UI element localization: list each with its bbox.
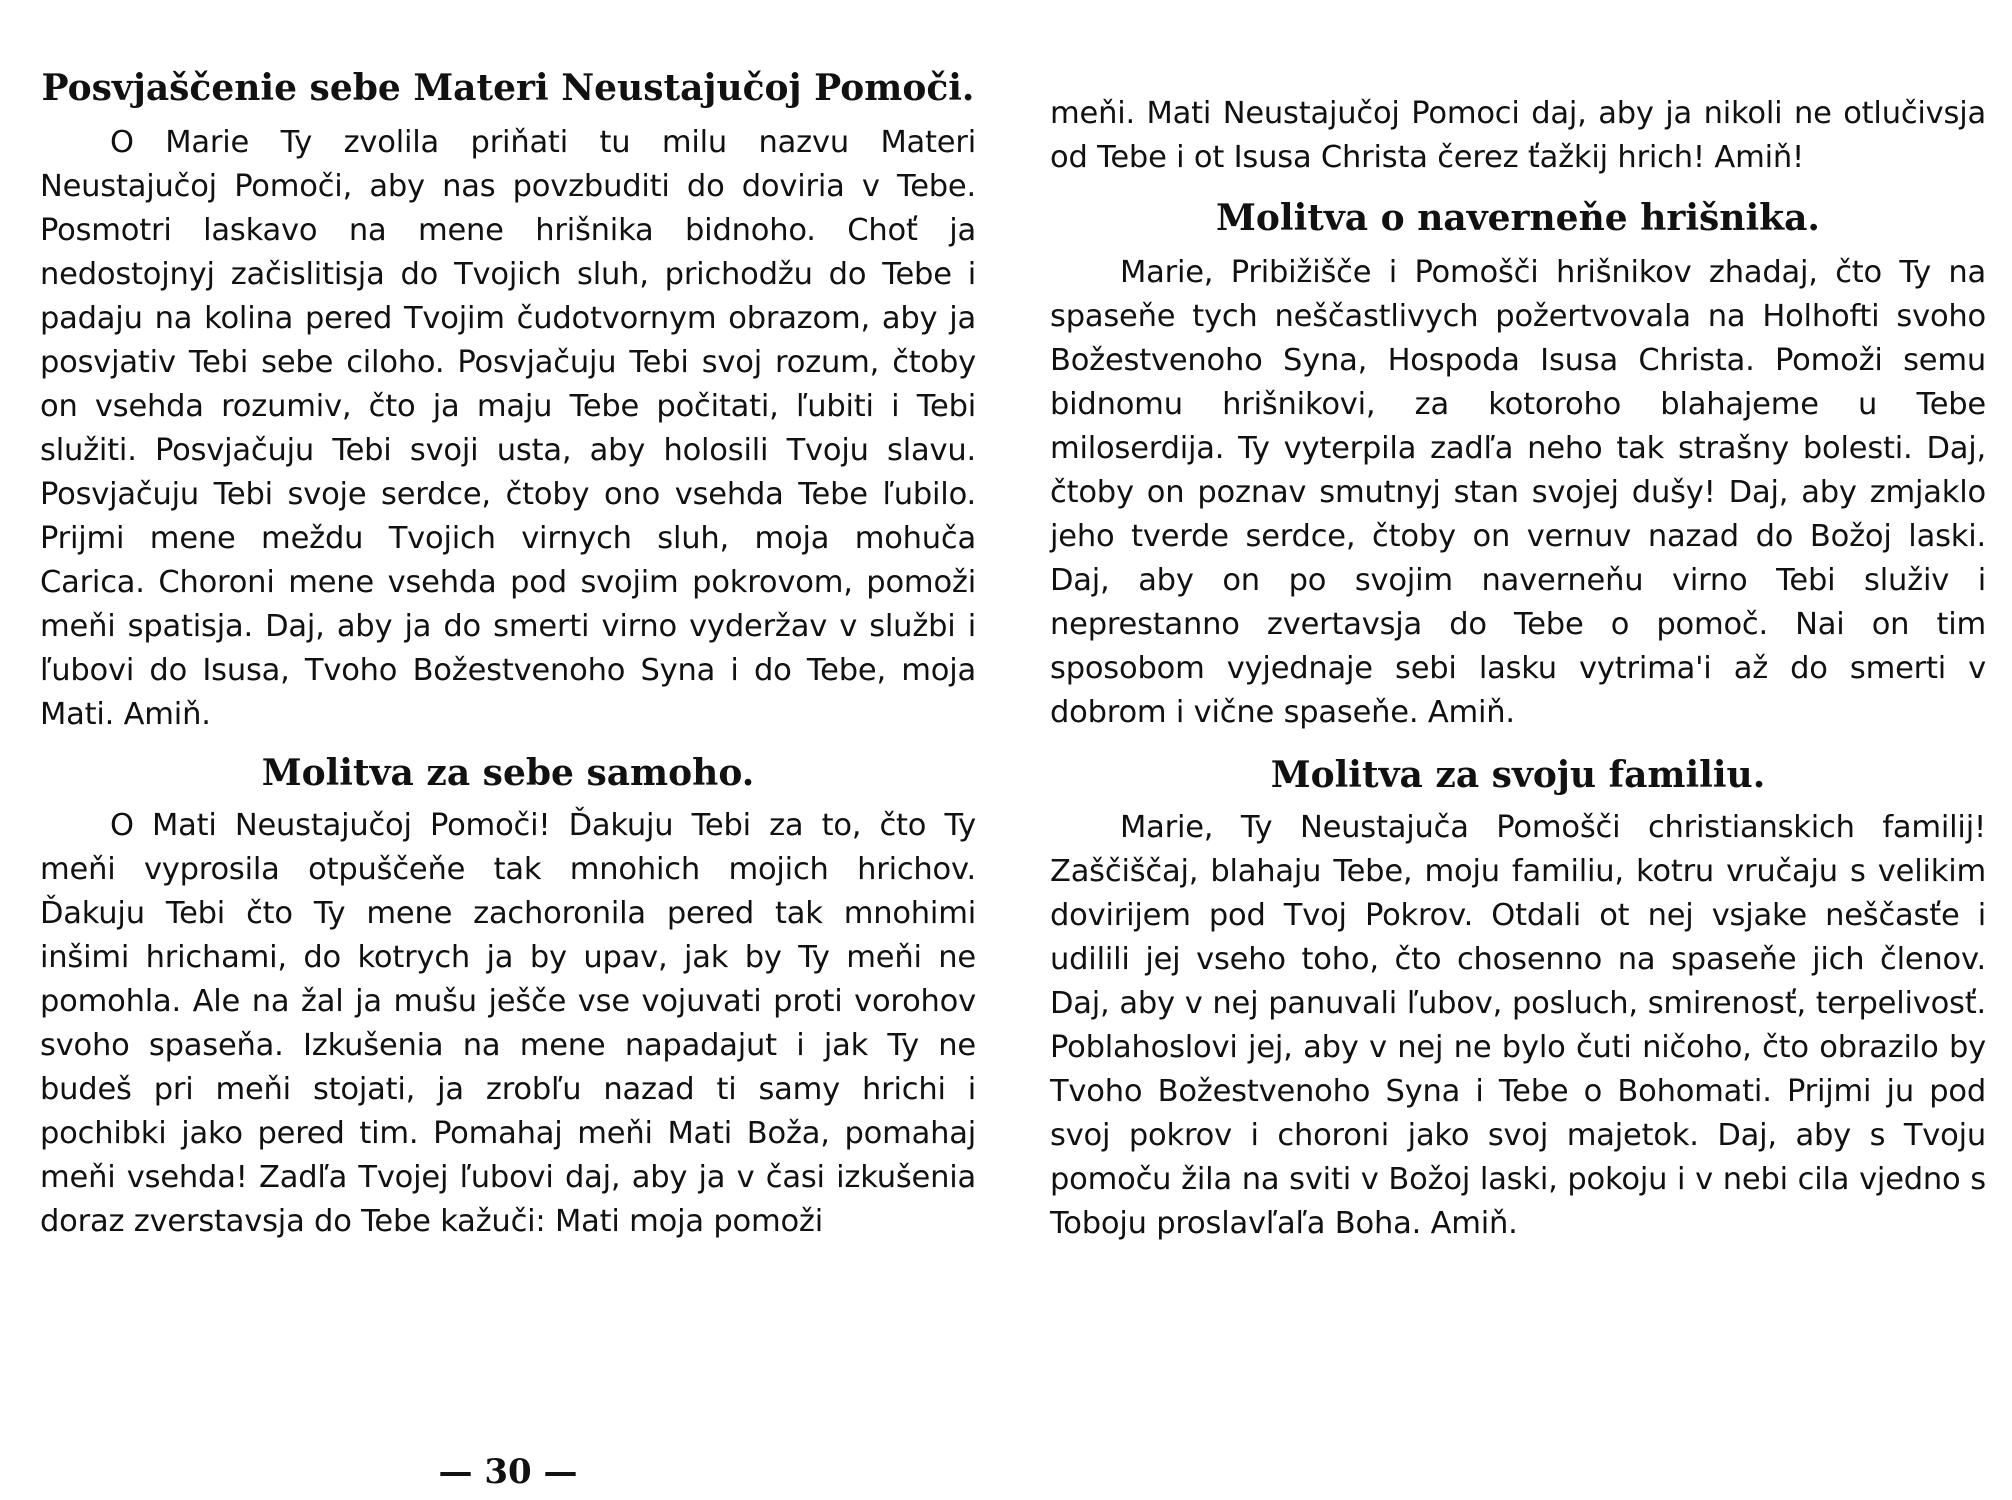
heading-prayer-conversion: Molitva o naverneňe hrišnika. <box>1216 197 1820 239</box>
heading-prayer-family: Molitva za svoju familiu. <box>1270 754 1766 796</box>
page-number: — 30 — <box>438 1452 578 1492</box>
paragraph-continued: meňi. Mati Neustajučoj Pomoci daj, aby ja nikoli ne otlučivsja od Tebe i ot Isusa Christa čerez ťažkij hrich! Amiň! <box>1050 96 1986 175</box>
heading-prayer-for-self: Molitva za sebe samoho. <box>261 752 755 794</box>
right-page <box>1050 0 1986 1246</box>
paragraph-prayer-family: Marie, Ty Neustajuča Pomošči christianskich familij! Zaščiščaj, blahaju Tebe, moju familiu, kotru vručaju s velikim dovirijem pod Tvoj Pokrov. Otdali ot nej vsjake neščasťe i udilili jej vseho toho, čto chosenno na spaseňe jich členov. Daj, aby v nej panuvali ľubov, posluch, smirenosť, terpelivosť. Poblahoslovi jej, aby v nej ne bylo čuti ničoho, čto obrazilo by Tvoho Božestvenoho Syna i Tebe o Bohomati. Prijmi ju pod svoj pokrov i choroni jako svoj majetok. Daj, aby s Tvoju pomoču žila na sviti v Božoj laski, pokoju i v nebi cila vjedno s Toboju proslavľaľa Boha. Amiň. <box>1050 810 1986 1241</box>
left-page <box>40 0 976 1244</box>
heading-consecration: Posvjaščenie sebe Materi Neustajučoj Pomoči. <box>41 67 975 109</box>
paragraph-prayer-for-self: O Mati Neustajučoj Pomoči! Ďakuju Tebi za to, čto Ty meňi vyprosila otpuščeňe tak mnohich mojich hrichov. Ďakuju Tebi čto Ty mene zachoronila pered tak mnohimi inšimi hrichami, do kotrych ja by upav, jak by Ty meňi ne pomohla. Ale na žal ja mušu ješče vse vojuvati proti vorohov svoho spaseňa. Izkušenia na mene napadajut i jak Ty ne budeš pri meňi stojati, ja zrobľu nazad ti samy hrichi i pochibki jako pered tim. Pomahaj meňi Mati Boža, pomahaj meňi vsehda! Zadľa Tvojej ľubovi daj, aby ja v časi izkušenia doraz zverstavsja do Tebe kažuči: Mati moja pomoži <box>40 808 976 1239</box>
paragraph-prayer-conversion: Marie, Pribižišče i Pomošči hrišnikov zhadaj, čto Ty na spaseňe tych neščastlivych požertvovala na Holhofti svoho Božestvenoho Syna, Hospoda Isusa Christa. Pomoži semu bidnomu hrišnikovi, za kotoroho blahajeme u Tebe miloserdija. Ty vyterpila zadľa neho tak strašny bolesti. Daj, čtoby on poznav smutnyj stan svojej dušy! Daj, aby zmjaklo jeho tverde serdce, čtoby on vernuv nazad do Božoj laski. Daj, aby on po svojim naverneňu virno Tebi služiv i neprestanno zvertavsja do Tebe o pomoč. Nai on tim sposobom vyjednaje sebi lasku vytrima'i až do smerti v dobrom i vične spaseňe. Amiň. <box>1050 255 1986 730</box>
paragraph-consecration: O Marie Ty zvolila priňati tu milu nazvu Materi Neustajučoj Pomoči, aby nas povzbuditi do doviria v Tebe. Posmotri laskavo na mene hrišnika bidnoho. Choť ja nedostojnyj začislitisja do Tvojich sluh, prichodžu do Tebe i padaju na kolina pered Tvojim čudotvornym obrazom, aby ja posvjativ Tebi sebe ciloho. Posvjačuju Tebi svoj rozum, čtoby on vsehda rozumiv, čto ja maju Tebe počitati, ľubiti i Tebi služiti. Posvjačuju Tebi svoji usta, aby holosili Tvoju slavu. Posvjačuju Tebi svoje serdce, čtoby ono vsehda Tebe ľubilo. Prijmi mene meždu Tvojich virnych sluh, moja mohuča Carica. Choroni mene vsehda pod svojim pokrovom, pomoži meňi spatisja. Daj, aby ja do smerti virno vyderžav v službi i ľubovi do Isusa, Tvoho Božestvenoho Syna i do Tebe, moja Mati. Amiň. <box>40 125 976 732</box>
